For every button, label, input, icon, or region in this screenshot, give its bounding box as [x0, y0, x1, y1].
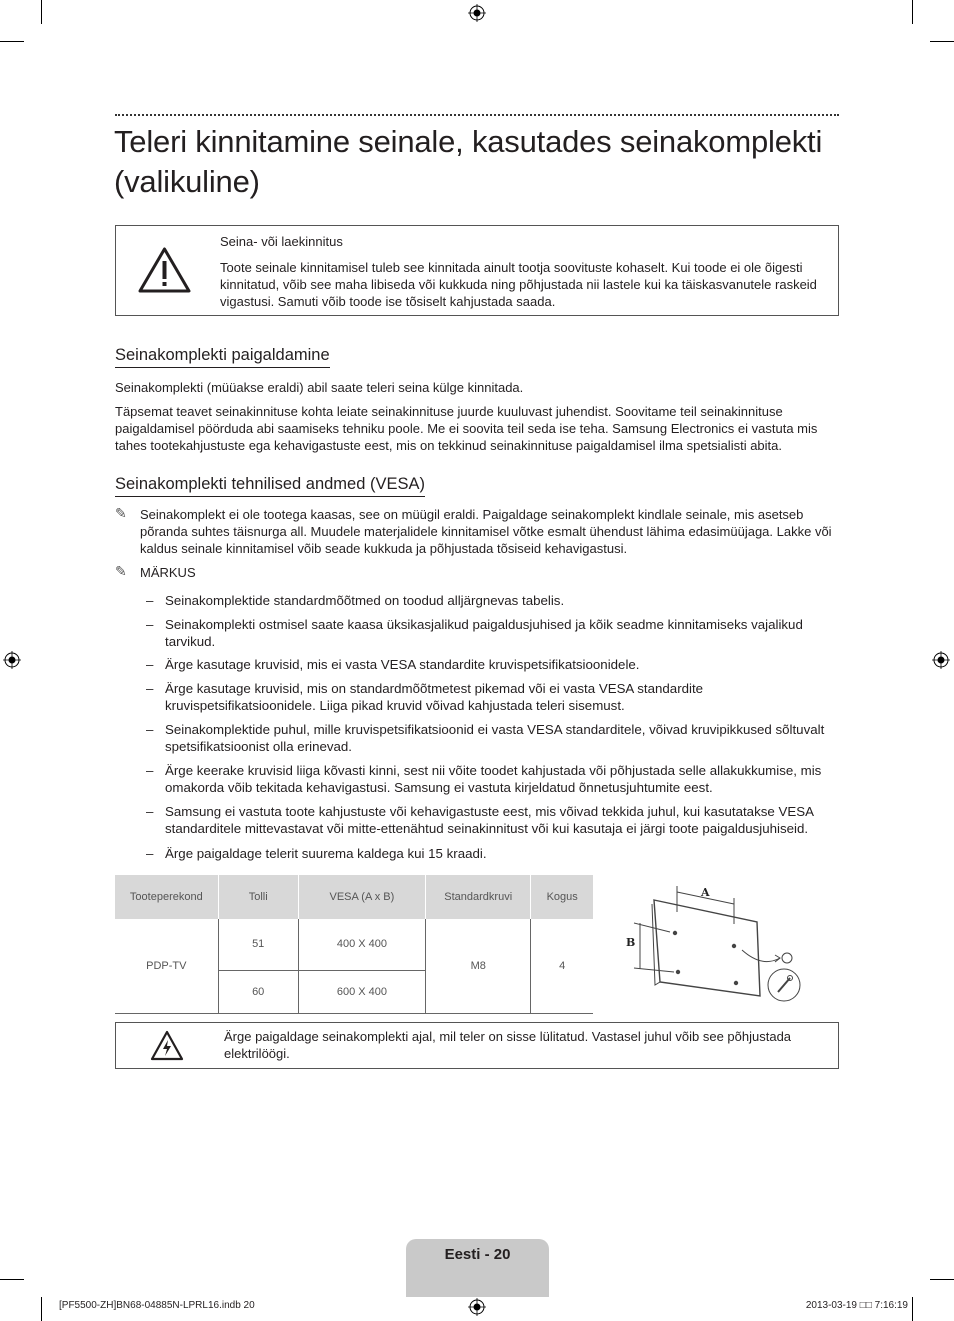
crop-mark [41, 1297, 42, 1321]
crop-mark [41, 0, 42, 24]
list-item-text: Seinakomplektide standardmõõtmed on toodud alljärgnevas tabelis. [165, 593, 565, 608]
table-header: Tolli [218, 875, 298, 919]
list-item-text: Ärge paigaldage telerit suurema kaldega kui 15 kraadi. [165, 846, 487, 861]
table-header: Kogus [531, 875, 593, 919]
table-row [115, 919, 593, 970]
page-number-label: Eesti - 20 [444, 1246, 511, 1263]
list-dash: – [146, 657, 154, 672]
table-cell-inch: 60 [218, 970, 298, 1013]
section1-paragraph-1: Seinakomplekti (müüakse eraldi) abil saate teleri seina külge kinnitada. [115, 380, 524, 395]
list-item-text: Samsung ei vastuta toote kahjustuste või kehavigastuste eest, mis võivad tekkida juhul, kui kasutatakse VESA standarditele mittevastavat või mitte-ettenähtud seinakinnitust või kui kasutaja ei järgi toote paigaldusjuhiseid. [165, 804, 814, 836]
list-dash: – [146, 617, 154, 632]
list-dash: – [146, 763, 154, 778]
warning-text: Toote seinale kinnitamisel tuleb see kinnitada ainult tootja soovituste kohaselt. Kui toode ei ole õigesti kinnitatud, võib see maha libiseda või kukkuda ning põhjustada nii lastele kui ka täiskasvanutele raskeid vigastusi. Samuti võib toode ise tõsiselt kahjustada saada. [220, 260, 817, 309]
warning-box [115, 225, 839, 316]
list-item-text: Seinakomplekti ostmisel saate kaasa üksikasjalikud paigaldusjuhised ja kõik seadme kinnitamiseks vajalikud tarvikud. [165, 617, 803, 649]
table-cell-screw: M8 [426, 919, 531, 1013]
section1-paragraph-2: Täpsemat teavet seinakinnituse kohta leiate seinakinnituse juurde kuuluvast juhendist. Soovitame teil seinakinnituse paigaldamisel pöörduda abi saamiseks tehniku poole. Me ei soovita teil seda ise teha. Samsung Electronics ei vastuta mis tahes tootekahjustuste ega kehavigastuste eest, mis on tekkinud seinakinnituse paigaldamisel ilma spetsialisti abita. [115, 404, 818, 453]
list-dash: – [146, 593, 154, 608]
caution-box [115, 1022, 839, 1069]
list-dash: – [146, 846, 154, 861]
list-dash: – [146, 722, 154, 737]
dimension-label-b: B [626, 936, 636, 949]
registration-mark-icon [932, 651, 950, 669]
table-cell-family: PDP-TV [115, 919, 218, 1013]
table-cell-inch: 51 [218, 919, 298, 970]
section-heading-vesa: Seinakomplekti tehnilised andmed (VESA) [115, 475, 425, 497]
list-item-text: Seinakomplektide puhul, mille kruvispetsifikatsioonid ei vasta VESA standarditele, võivad kruvipikkused sõltuvalt spetsifikatsioonist olla erinevad. [165, 722, 825, 754]
vesa-note: Seinakomplekt ei ole tootega kaasas, see on müügil eraldi. Paigaldage seinakomplekt kindlale seinale, mis asetseb põranda suhtes täisnurga all. Muudele materjalidele kinnitamisel võtke esmalt ühendust lähima edasimüüjaga. Lakke või kaldus seinale kinnitamisel võib seade kukkuda ja põhjustada tõsiseid kehavigastusi. [140, 507, 832, 556]
table-header: VESA (A x B) [298, 875, 425, 919]
registration-mark-icon [468, 1298, 486, 1316]
crop-mark [912, 0, 913, 24]
print-slug-right: 2013-03-19 □□ 7:16:19 [805, 1300, 908, 1311]
list-item-text: Ärge kasutage kruvisid, mis on standardmõõtmetest pikemad või ei vasta VESA standardite kruvispetsifikatsioonidele. Liiga pikad kruvid võivad kahjustada teleri sisemust. [165, 681, 704, 713]
caution-text: Ärge paigaldage seinakomplekti ajal, mil teler on sisse lülitatud. Vastasel juhul võib see põhjustada elektrilöögi. [224, 1029, 792, 1061]
print-slug-left: [PF5500-ZH]BN68-04885N-LPRL16.indb 20 [59, 1300, 255, 1311]
crop-mark [912, 1297, 913, 1321]
table-cell-vesa: 400 X 400 [298, 919, 425, 970]
crop-mark [0, 41, 24, 42]
table-header-row [115, 875, 593, 919]
note-label: MÄRKUS [140, 565, 196, 580]
crop-mark [930, 41, 954, 42]
list-dash: – [146, 681, 154, 696]
registration-mark-icon [3, 651, 21, 669]
warning-heading: Seina- või laekinnitus [220, 234, 343, 249]
warning-triangle-icon [138, 246, 191, 294]
title-rule [115, 114, 839, 116]
vesa-mount-diagram [612, 878, 812, 1008]
table-cell-qty: 4 [531, 919, 593, 1013]
note-pencil-icon: ✎ [115, 563, 127, 579]
page-title: Teleri kinnitamine seinale, kasutades seinakomplekti (valikuline) [114, 124, 823, 199]
table-header: Standardkruvi [426, 875, 531, 919]
crop-mark [0, 1279, 24, 1280]
registration-mark-icon [468, 4, 486, 22]
vesa-spec-table [115, 875, 593, 1014]
list-item-text: Ärge kasutage kruvisid, mis ei vasta VESA standardite kruvispetsifikatsioonidele. [165, 657, 640, 672]
note-pencil-icon: ✎ [115, 505, 127, 521]
list-dash: – [146, 804, 154, 819]
table-header: Tooteperekond [115, 875, 218, 919]
table-cell-vesa: 600 X 400 [298, 970, 425, 1013]
dimension-label-a: A [701, 886, 710, 899]
list-item-text: Ärge keerake kruvisid liiga kõvasti kinni, sest nii võite toodet kahjustada või põhjustada selle allakukkumise, mis omakorda võib tekitada kehavigastusi. Samsung ei vastuta kirjeldatud õnnetusjuhtumite eest. [165, 763, 822, 795]
section-heading-installation: Seinakomplekti paigaldamine [115, 346, 330, 368]
crop-mark [930, 1279, 954, 1280]
electric-shock-icon [150, 1030, 184, 1061]
